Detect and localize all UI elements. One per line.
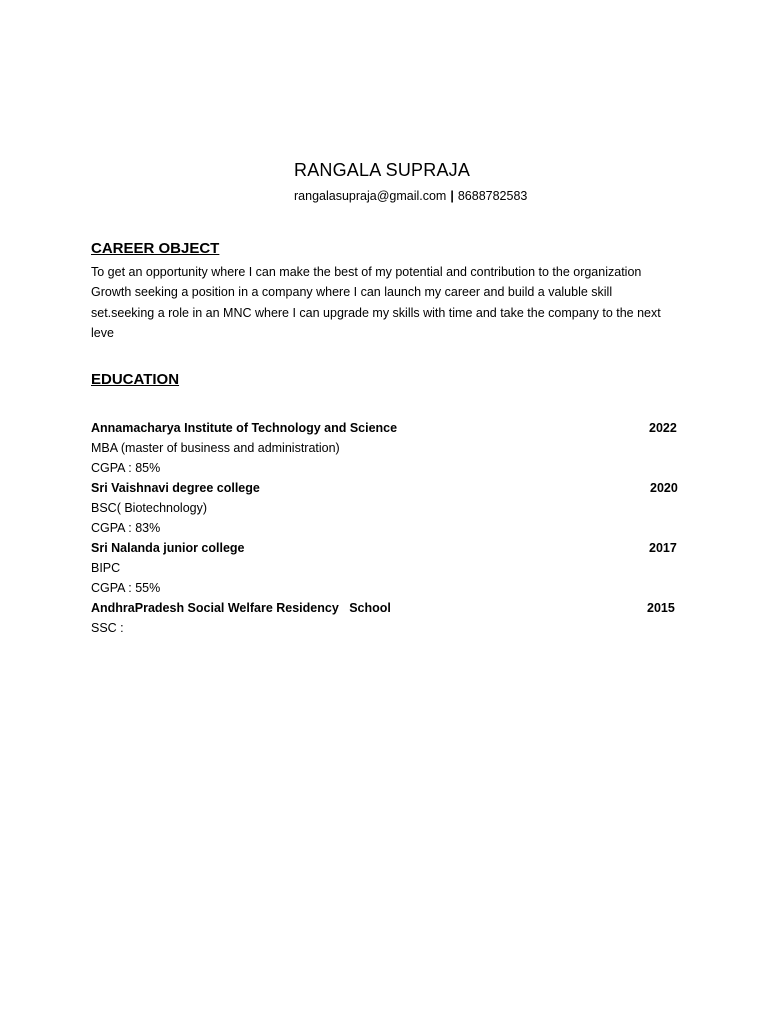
institution-name: Annamacharya Institute of Technology and Science bbox=[91, 421, 398, 435]
objective-line: To get an opportunity where I can make the best of my potential and contribution to the organization bbox=[91, 265, 642, 279]
contact-separator: | bbox=[450, 189, 454, 203]
degree-text: MBA (master of business and administration) bbox=[91, 441, 340, 455]
degree-text: BSC( Biotechnology) bbox=[91, 501, 208, 515]
objective-line: set.seeking a role in an MNC where I can upgrade my skills with time and take the company to the next bbox=[91, 305, 661, 320]
education-year: 2017 bbox=[649, 541, 677, 555]
institution-name: Sri Vaishnavi degree college bbox=[91, 481, 260, 495]
education-list bbox=[91, 418, 681, 638]
career-heading: CAREER OBJECT bbox=[91, 240, 220, 257]
grade-text: CGPA : 85% bbox=[91, 461, 161, 475]
phone-text: 8688782583 bbox=[457, 189, 528, 203]
grade-text: CGPA : 55% bbox=[91, 581, 161, 595]
institution-name: AndhraPradesh Social Welfare Residency School bbox=[91, 601, 391, 615]
career-objective bbox=[91, 262, 681, 343]
education-entry bbox=[91, 418, 681, 478]
candidate-name: RANGALA SUPRAJA bbox=[294, 160, 471, 180]
email-text: rangalasupraja@gmail.com bbox=[294, 189, 447, 203]
education-year: 2015 bbox=[647, 601, 675, 615]
objective-line: Growth seeking a position in a company where I can launch my career and build a valuble skill bbox=[91, 285, 613, 300]
education-entry bbox=[91, 538, 681, 598]
objective-line: leve bbox=[91, 325, 114, 340]
contact-line bbox=[294, 189, 527, 203]
education-year: 2022 bbox=[649, 421, 677, 435]
education-heading: EDUCATION bbox=[91, 371, 180, 388]
degree-text: SSC : bbox=[91, 621, 124, 635]
education-entry bbox=[91, 478, 681, 538]
grade-text: CGPA : 83% bbox=[91, 521, 161, 535]
education-entry bbox=[91, 598, 681, 638]
institution-name: Sri Nalanda junior college bbox=[91, 541, 245, 555]
degree-text: BIPC bbox=[91, 561, 121, 575]
education-year: 2020 bbox=[650, 481, 678, 495]
